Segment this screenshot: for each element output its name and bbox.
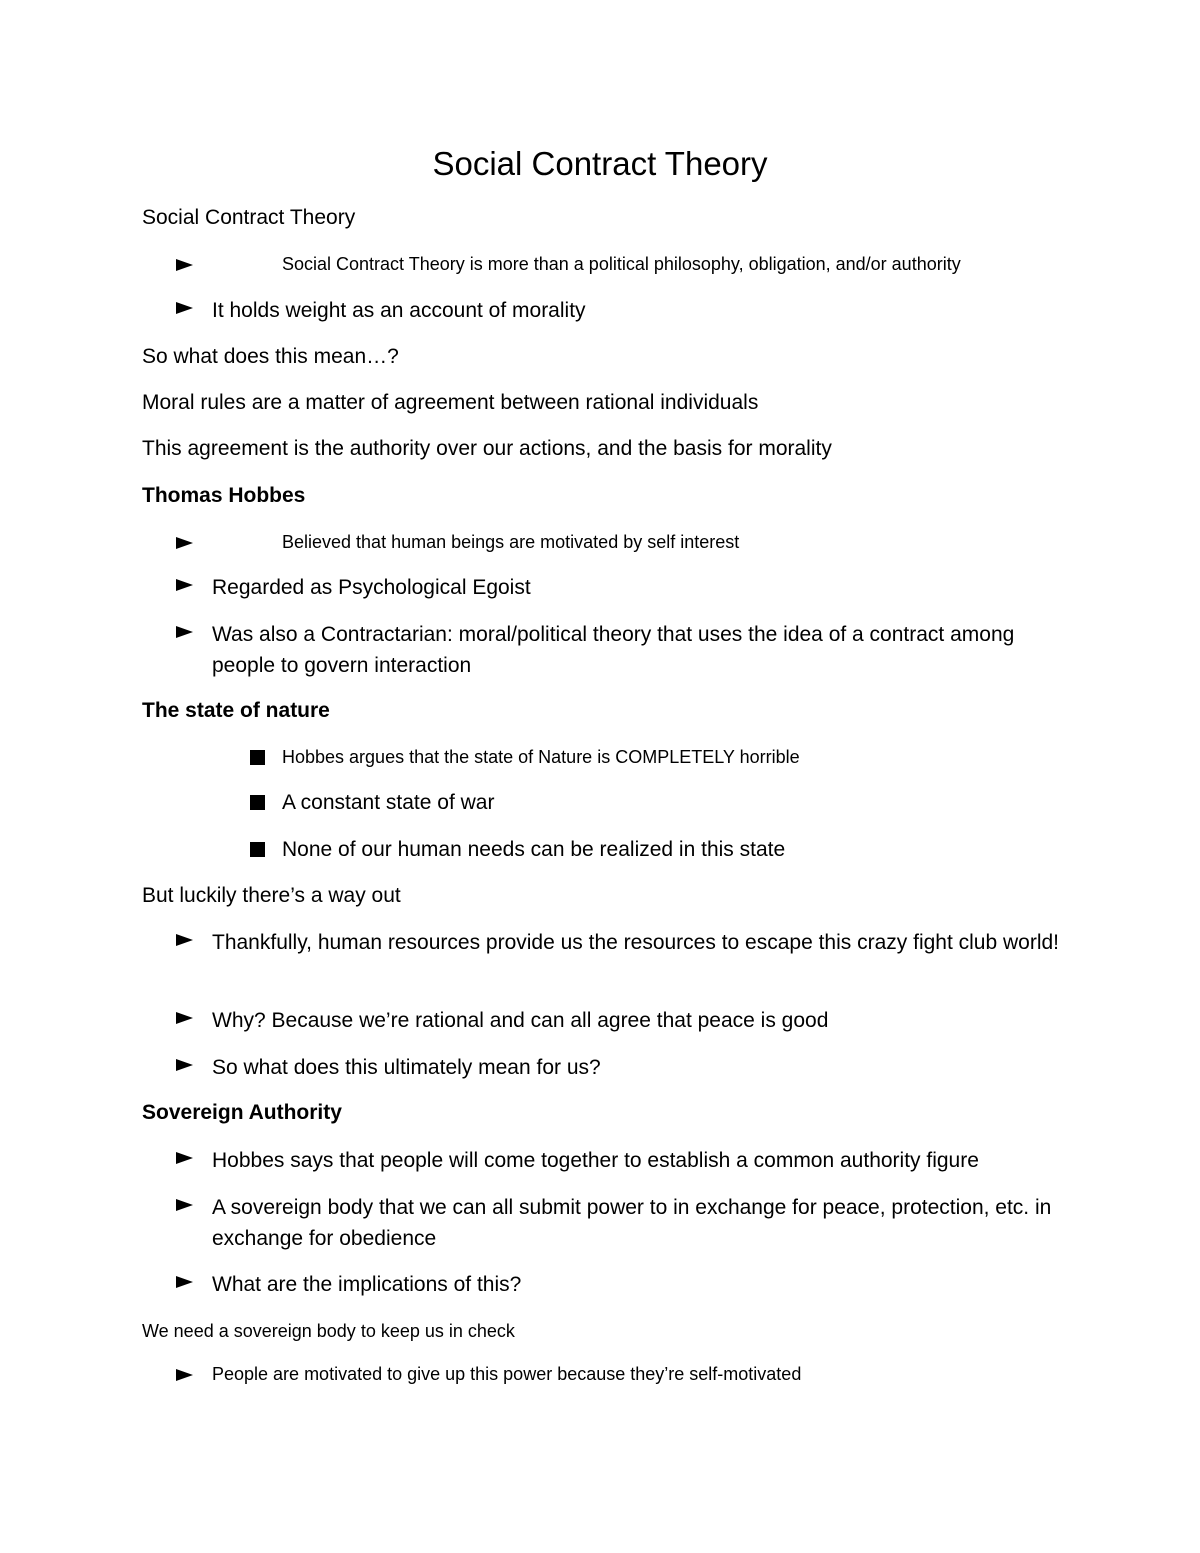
bullet-text: None of our human needs can be realized in this state (282, 838, 786, 861)
arrow-bullet-icon (176, 259, 193, 271)
square-bullet-icon (250, 795, 265, 810)
arrow-bullet-icon (176, 537, 193, 549)
document-title: Social Contract Theory (432, 145, 768, 182)
square-bullet-icon (250, 750, 265, 765)
bullet-text: Thankfully, human resources provide us the resources to escape this crazy fight club world! (212, 931, 1060, 954)
bullet-text: A constant state of war (282, 791, 495, 814)
section-heading-state-of-nature: The state of nature (142, 699, 330, 722)
bullet-text: A sovereign body that we can all submit power to in exchange for peace, protection, etc. in exchange for obedience (212, 1196, 1052, 1250)
bullet-text: People are motivated to give up this power because they’re self-motivated (212, 1364, 802, 1384)
bullet-text: Why? Because we’re rational and can all agree that peace is good (212, 1009, 829, 1032)
section-heading-sovereign-authority: Sovereign Authority (142, 1101, 342, 1124)
bullet-text: Hobbes argues that the state of Nature is COMPLETELY horrible (282, 747, 800, 767)
arrow-bullet-icon (176, 302, 193, 314)
section-heading-social-contract: Social Contract Theory (142, 206, 356, 229)
bullet-text: Regarded as Psychological Egoist (212, 576, 531, 599)
bullet-text: Believed that human beings are motivated by self interest (282, 532, 740, 552)
arrow-bullet-icon (176, 1276, 193, 1288)
arrow-bullet-icon (176, 1059, 193, 1071)
bullet-text: So what does this ultimately mean for us? (212, 1056, 601, 1079)
check-text: We need a sovereign body to keep us in check (142, 1321, 515, 1341)
arrow-bullet-icon (176, 1369, 193, 1381)
way-out-text: But luckily there’s a way out (142, 884, 401, 907)
arrow-bullet-icon (176, 1012, 193, 1024)
bullet-text: Was also a Contractarian: moral/political theory that uses the idea of a contract among people to govern interaction (212, 623, 1015, 677)
bullet-text: What are the implications of this? (212, 1273, 522, 1296)
section-heading-thomas-hobbes: Thomas Hobbes (142, 484, 306, 507)
arrow-bullet-icon (176, 626, 193, 638)
arrow-bullet-icon (176, 579, 193, 591)
arrow-bullet-icon (176, 934, 193, 946)
arrow-bullet-icon (176, 1199, 193, 1211)
agreement-text: This agreement is the authority over our actions, and the basis for morality (142, 437, 832, 460)
bullet-text: Hobbes says that people will come together to establish a common authority figure (212, 1149, 979, 1172)
square-bullet-icon (250, 842, 265, 857)
bullet-text: Social Contract Theory is more than a political philosophy, obligation, and/or authority (282, 254, 961, 274)
bullet-text: It holds weight as an account of morality (212, 299, 586, 322)
moral-rules-text: Moral rules are a matter of agreement between rational individuals (142, 391, 759, 414)
arrow-bullet-icon (176, 1152, 193, 1164)
question-text: So what does this mean…? (142, 345, 399, 368)
